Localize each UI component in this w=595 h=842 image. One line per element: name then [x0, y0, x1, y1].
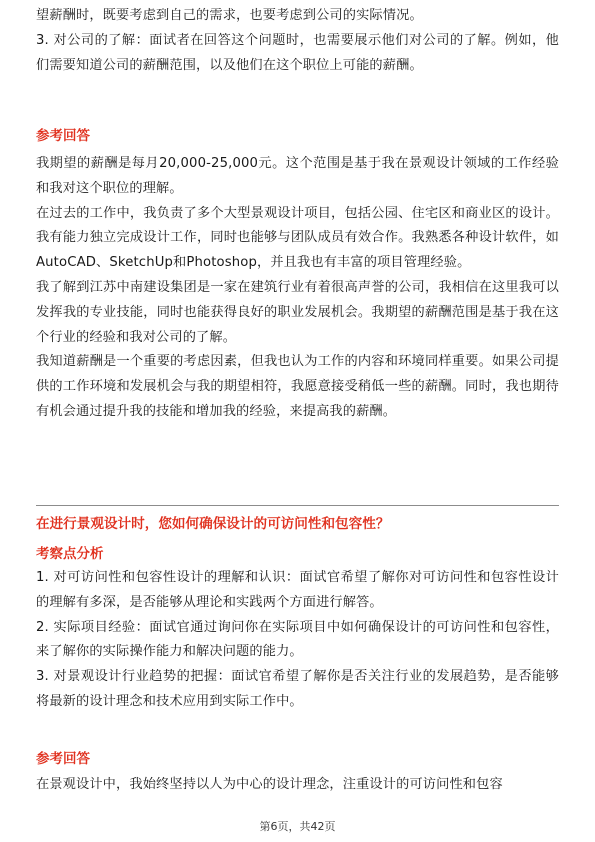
paragraph: 在过去的工作中，我负责了多个大型景观设计项目，包括公园、住宅区和商业区的设计。我有能力独立完成设计工作，同时也能够与团队成员有效合作。我熟悉各种设计软件，如AutoCAD、SketchUp和Photoshop，并且我也有丰富的项目管理经验。: [36, 205, 559, 271]
list-item: 3. 对景观设计行业趋势的把握：面试官希望了解你是否关注行业的发展趋势，是否能够将最新的设计理念和技术应用到实际工作中。: [36, 669, 559, 709]
paragraph: 我期望的薪酬是每月20,000-25,000元。这个范围是基于我在景观设计领域的工作经验和我对这个职位的理解。: [36, 156, 559, 196]
list-item: 1. 对可访问性和包容性设计的理解和认识：面试官希望了解你对可访问性和包容性设计的理解有多深，是否能够从理论和实践两个方面进行解答。: [36, 570, 559, 610]
section-heading: 参考回答: [36, 128, 90, 144]
divider: [36, 505, 559, 506]
top-continuation: [36, 4, 559, 78]
question-heading: 在进行景观设计时，您如何确保设计的可访问性和包容性？: [36, 516, 390, 532]
paragraph: 我了解到江苏中南建设集团是一家在建筑行业有着很高声誉的公司，我相信在这里我可以发挥我的专业技能，同时也能获得良好的职业发展机会。我期望的薪酬范围是基于我在这个行业的经验和我对公司的了解。: [36, 279, 559, 345]
list-item: 2. 实际项目经验：面试官通过询问你在实际项目中如何确保设计的可访问性和包容性，来了解你的实际操作能力和解决问题的能力。: [36, 619, 559, 660]
section-heading: 考察点分析: [36, 546, 104, 562]
analysis-section: [36, 542, 559, 715]
section-heading: 参考回答: [36, 751, 90, 767]
answer-section-1: [36, 124, 559, 148]
answer-body-1: [36, 152, 559, 425]
paragraph: 3. 对公司的了解：面试者在回答这个问题时，也需要展示他们对公司的了解。例如，他们需要知道公司的薪酬范围，以及他们在这个职位上可能的薪酬。: [36, 32, 559, 73]
paragraph: 我知道薪酬是一个重要的考虑因素，但我也认为工作的内容和环境同样重要。如果公司提供的工作环境和发展机会与我的期望相符，我愿意接受稍低一些的薪酬。同时，我也期待有机会通过提升我的技能和增加我的经验，来提高我的薪酬。: [36, 354, 559, 419]
question-title: [36, 512, 559, 536]
page-number: 第6页，共42页: [259, 820, 336, 833]
paragraph: 在景观设计中，我始终坚持以人为中心的设计理念，注重设计的可访问性和包容: [36, 777, 503, 792]
paragraph: 望薪酬时，既要考虑到自己的需求，也要考虑到公司的实际情况。: [36, 8, 423, 23]
answer-section-2: [36, 747, 559, 798]
